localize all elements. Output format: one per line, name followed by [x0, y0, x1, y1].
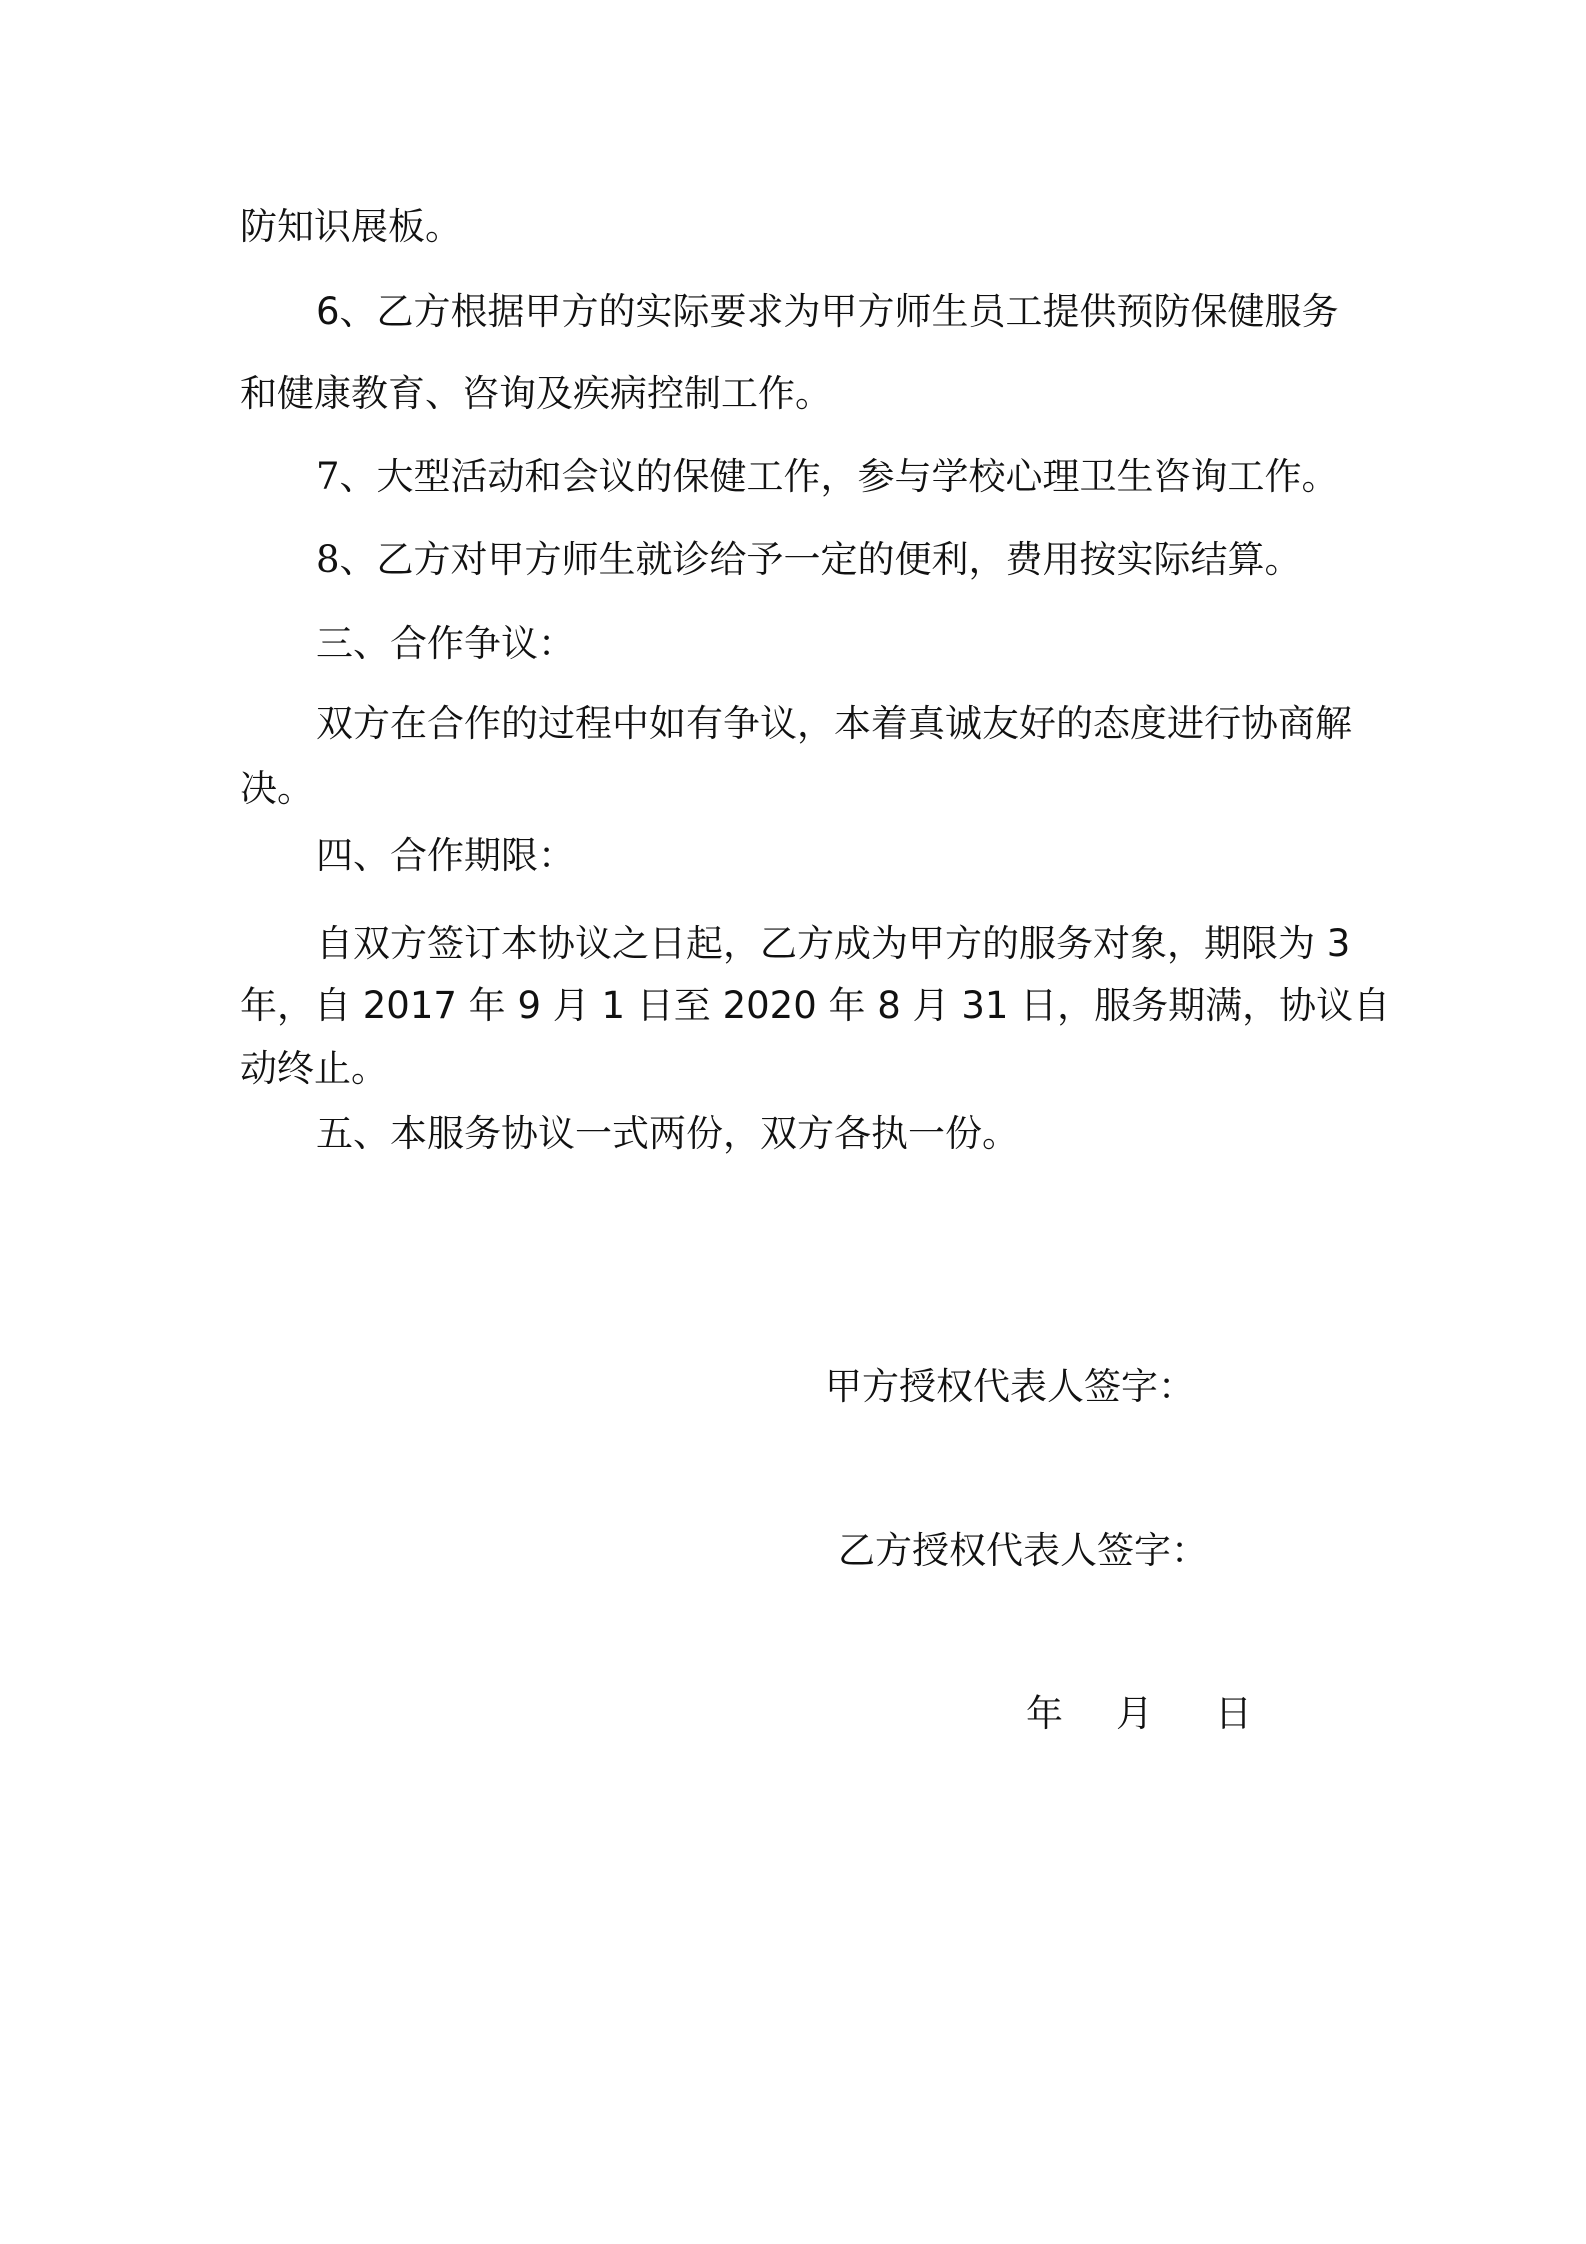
text-line-5: 8、乙方对甲方师生就诊给予一定的便利，费用按实际结算。	[316, 538, 1302, 581]
date-year-label: 年	[1026, 1692, 1063, 1735]
text-line-4: 7、大型活动和会议的保健工作，参与学校心理卫生咨询工作。	[316, 455, 1339, 498]
section-heading-4: 四、合作期限：	[316, 834, 575, 877]
text-line-8: 决。	[240, 767, 314, 810]
party-a-signature-label: 甲方授权代表人签字：	[825, 1365, 1195, 1408]
party-b-signature-label: 乙方授权代表人签字：	[838, 1529, 1208, 1572]
section-heading-5: 五、本服务协议一式两份，双方各执一份。	[316, 1112, 1019, 1155]
text-line-11: 年，自 2017 年 9 月 1 日至 2020 年 8 月 31 日，服务期满，协议自	[240, 984, 1391, 1027]
text-line-10: 自双方签订本协议之日起，乙方成为甲方的服务对象，期限为 3	[316, 922, 1351, 965]
date-month-label: 月	[1116, 1692, 1153, 1735]
text-line-12: 动终止。	[240, 1047, 388, 1090]
text-line-3: 和健康教育、咨询及疾病控制工作。	[240, 372, 832, 415]
text-line-7: 双方在合作的过程中如有争议，本着真诚友好的态度进行协商解	[316, 702, 1352, 745]
date-day-label: 日	[1215, 1692, 1252, 1735]
text-line-1: 防知识展板。	[240, 205, 462, 248]
text-line-2: 6、乙方根据甲方的实际要求为甲方师生员工提供预防保健服务	[316, 290, 1339, 333]
section-heading-3: 三、合作争议：	[316, 622, 575, 665]
